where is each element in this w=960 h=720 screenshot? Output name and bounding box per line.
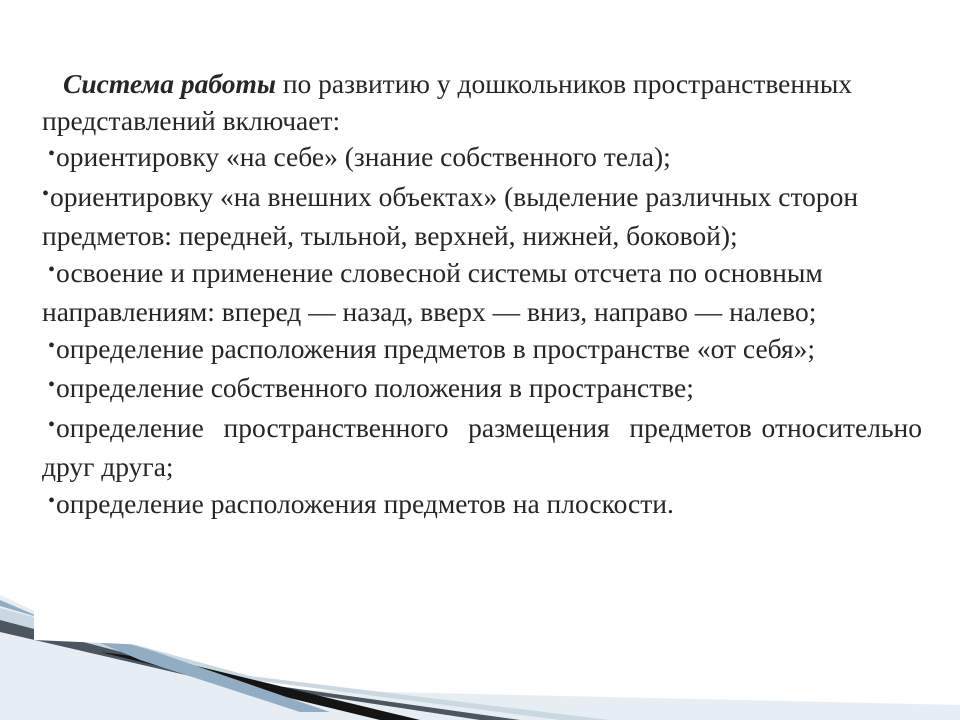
slide-body	[42, 66, 929, 525]
list-item	[42, 255, 922, 331]
list-item-text: ориентировку «на внешних объектах» (выделение различных сторон предметов: передней, тыльной, верхней, нижней, боковой);	[42, 180, 859, 251]
list-item-text: определение расположения предметов в пространстве «от себя»;	[56, 332, 815, 364]
list-item	[42, 179, 922, 255]
bullet-icon: •	[48, 143, 56, 165]
list-item	[42, 139, 922, 179]
bullet-icon: •	[48, 258, 56, 281]
list-item-text: освоение и применение словесной системы отсчета по основным направлениям: вперед — назад, вверх — вниз, направо — налево;	[42, 256, 823, 327]
list-item-text: определение расположения предметов на плоскости.	[56, 487, 674, 519]
list-item	[42, 331, 922, 371]
bullet-icon: •	[48, 489, 56, 512]
bullet-icon: •	[48, 334, 56, 357]
list-item	[42, 486, 922, 526]
list-item-text: определение собственного положения в пространстве;	[56, 372, 694, 403]
list-item	[42, 370, 922, 410]
list-item-text: ориентировку «на себе» (знание собственного тела);	[56, 141, 671, 172]
bullet-icon: •	[48, 374, 56, 396]
intro-text: по развитию у дошкольников пространственных представлений включает:	[42, 68, 853, 136]
list-item-text: определение пространственного размещения предметов относительно друг друга;	[42, 411, 929, 482]
list-item	[42, 410, 929, 486]
bullet-icon: •	[48, 413, 56, 436]
intro-emphasis: Система работы	[63, 68, 276, 99]
bullet-icon: •	[42, 182, 50, 205]
intro-paragraph	[42, 66, 922, 139]
